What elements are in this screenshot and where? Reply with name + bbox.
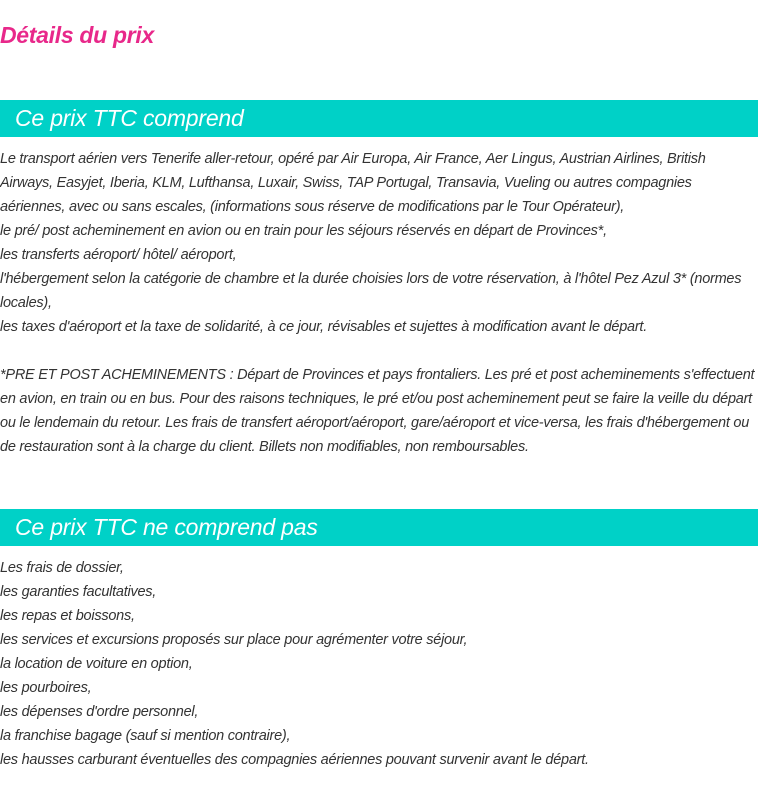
excluded-item: la franchise bagage (sauf si mention contraire), — [0, 728, 291, 744]
excluded-item: les dépenses d'ordre personnel, — [0, 704, 199, 720]
included-section-title: Ce prix TTC comprend — [15, 105, 244, 131]
excluded-list — [0, 556, 589, 772]
excluded-item: les pourboires, — [0, 680, 92, 696]
pre-post-routing-note: *PRE ET POST ACHEMINEMENTS : Départ de Provinces et pays frontaliers. Les pré et post acheminements s'effectuent en avion, en train ou en bus. Pour des raisons techniques, le pré et/ou post acheminement peut se faire la veille du départ ou le lendemain du retour. Les frais de transfert aéroport/aéroport, gare/aéroport et vice-versa, les frais d'hébergement ou de restauration sont à la charge du client. Billets non modifiables, non remboursables. — [0, 367, 755, 455]
excluded-item: la location de voiture en option, — [0, 656, 193, 672]
excluded-item: les hausses carburant éventuelles des compagnies aériennes pouvant survenir avant le départ. — [0, 752, 589, 768]
included-item-pre-post-routing: le pré/ post acheminement en avion ou en train pour les séjours réservés en départ de Provinces*, — [0, 223, 607, 239]
excluded-item: les garanties facultatives, — [0, 584, 157, 600]
included-item-transport: Le transport aérien vers Tenerife aller-retour, opéré par Air Europa, Air France, Aer Lingus, Austrian Airlines, British Airways, Easyjet, Iberia, KLM, Lufthansa, Luxair, Swiss, TAP Portugal, Transavia, Vueling ou autres compagnies aériennes, avec ou sans escales, (informations sous réserve de modifications par le Tour Opérateur), — [0, 151, 706, 215]
excluded-item: les services et excursions proposés sur place pour agrémenter votre séjour, — [0, 632, 468, 648]
included-list — [0, 147, 758, 339]
included-item-transfers: les transferts aéroport/ hôtel/ aéroport, — [0, 247, 237, 263]
excluded-section-header — [0, 509, 758, 546]
excluded-section-title: Ce prix TTC ne comprend pas — [15, 514, 318, 540]
excluded-item: les repas et boissons, — [0, 608, 135, 624]
included-section-header — [0, 100, 758, 137]
included-item-taxes: les taxes d'aéroport et la taxe de solidarité, à ce jour, révisables et sujettes à modification avant le départ. — [0, 319, 647, 335]
included-item-accommodation: l'hébergement selon la catégorie de chambre et la durée choisies lors de votre réservation, à l'hôtel Pez Azul 3* (normes locales), — [0, 271, 742, 311]
page-title: Détails du prix — [0, 22, 154, 48]
excluded-item: Les frais de dossier, — [0, 560, 124, 576]
